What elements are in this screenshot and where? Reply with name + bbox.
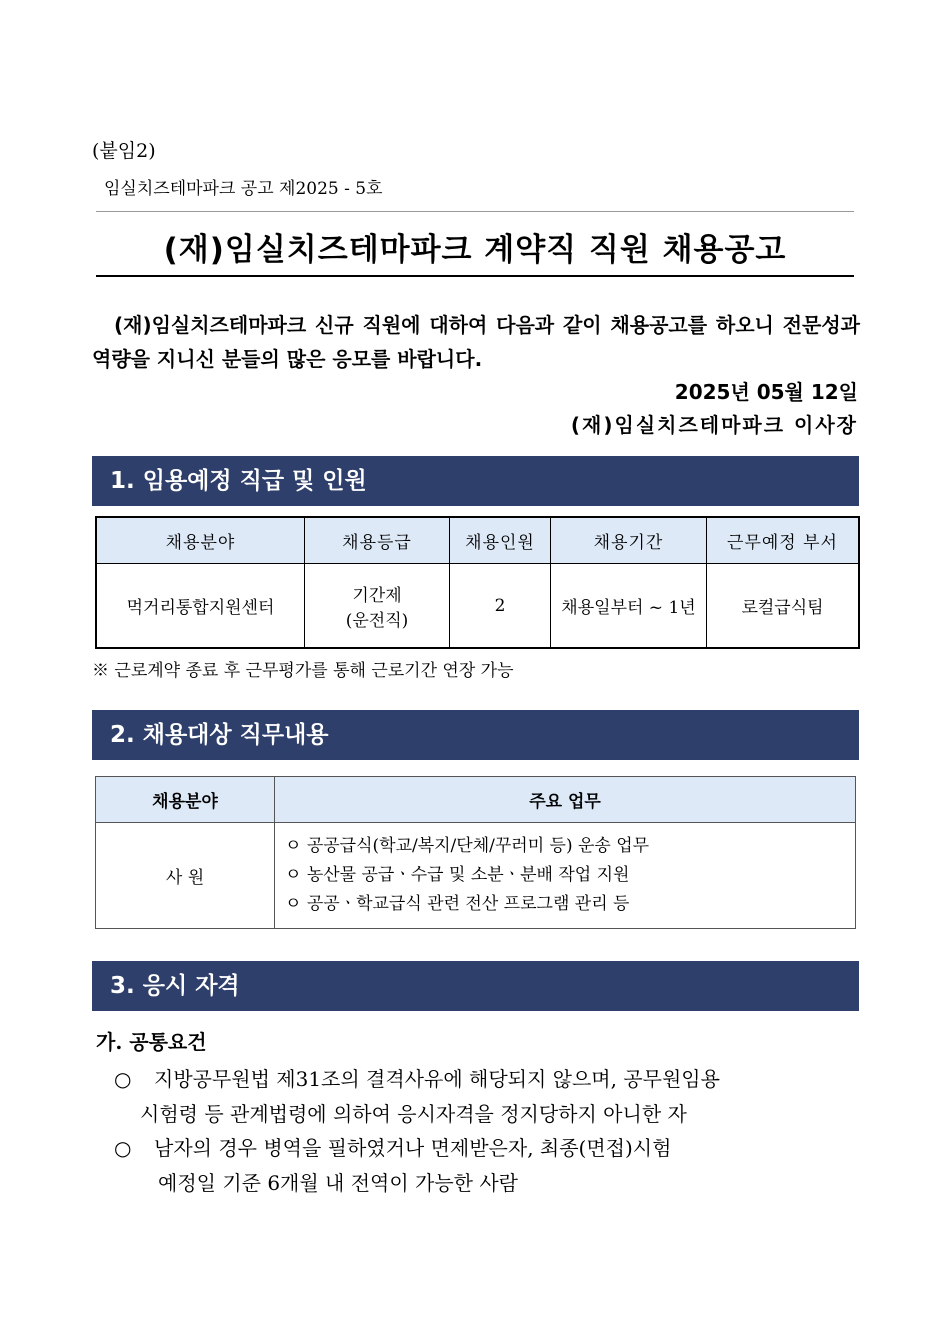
requirement-line: 남자의 경우 병역을 필하였거나 면제받은자, 최종(면접)시험 [154, 1136, 672, 1160]
notice-number: 임실치즈테마파크 공고 제2025 - 5호 [104, 179, 383, 199]
requirement-item [114, 1131, 860, 1201]
duties-table [95, 776, 856, 929]
duties-cell [275, 823, 856, 929]
table-header-row [96, 517, 859, 564]
section-1-header: 1. 임용예정 직급 및 인원 [92, 456, 859, 506]
requirement-line: 지방공무원법 제31조의 결격사유에 해당되지 않으며, 공무원임용 [154, 1067, 720, 1091]
signer: (재)임실치즈테마파크 이사장 [570, 413, 858, 437]
grade-cell [305, 564, 450, 649]
grade-line-2: (운전직) [345, 610, 409, 631]
duty-item: ㅇ 농산물 공급ㆍ수급 및 소분ㆍ분배 작업 지원 [285, 865, 630, 885]
requirement-line: 시험령 등 관계법령에 의하여 응시자격을 정지당하지 아니한 자 [140, 1102, 687, 1126]
attachment-label: (붙임2) [92, 140, 156, 162]
top-divider [96, 211, 854, 212]
grade-line-1: 기간제 [352, 585, 402, 606]
count-cell: 2 [450, 564, 551, 649]
period-cell: 채용일부터 ~ 1년 [551, 564, 707, 649]
duty-item: ㅇ 공공급식(학교/복지/단체/꾸러미 등) 운송 업무 [285, 836, 650, 856]
header-cell: 채용인원 [450, 517, 551, 564]
duty-item: ㅇ 공공ㆍ학교급식 관련 전산 프로그램 관리 등 [285, 894, 630, 914]
subheading-common: 가. 공통요건 [96, 1030, 207, 1054]
header-cell: 채용등급 [305, 517, 450, 564]
table-row [96, 823, 856, 929]
section-3-header: 3. 응시 자격 [92, 961, 859, 1011]
intro-paragraph: (재)임실치즈테마파크 신규 직원에 대하여 다음과 같이 채용공고를 하오니 전문성과 역량을 지니신 분들의 많은 응모를 바랍니다. [92, 313, 860, 371]
table-note: ※ 근로계약 종료 후 근무평가를 통해 근로기간 연장 가능 [92, 661, 514, 681]
page-title: (재)임실치즈테마파크 계약직 직원 채용공고 [163, 232, 787, 268]
header-cell: 주요 업무 [275, 777, 856, 823]
notice-date: 2025년 05월 12일 [674, 380, 858, 404]
circle-bullet-icon: ○ [114, 1136, 132, 1160]
table-row [96, 564, 859, 649]
title-divider [96, 275, 854, 277]
field-cell: 사 원 [96, 823, 275, 929]
circle-bullet-icon: ○ [114, 1067, 132, 1091]
requirement-line: 예정일 기준 6개월 내 전역이 가능한 사람 [158, 1171, 518, 1195]
table-header-row [96, 777, 856, 823]
header-cell: 채용분야 [96, 517, 305, 564]
dept-cell: 로컬급식팀 [707, 564, 860, 649]
requirement-item [114, 1062, 860, 1132]
field-cell: 먹거리통합지원센터 [96, 564, 305, 649]
header-cell: 근무예정 부서 [707, 517, 860, 564]
positions-table [95, 516, 860, 649]
section-2-header: 2. 채용대상 직무내용 [92, 710, 859, 760]
header-cell: 채용기간 [551, 517, 707, 564]
header-cell: 채용분야 [96, 777, 275, 823]
